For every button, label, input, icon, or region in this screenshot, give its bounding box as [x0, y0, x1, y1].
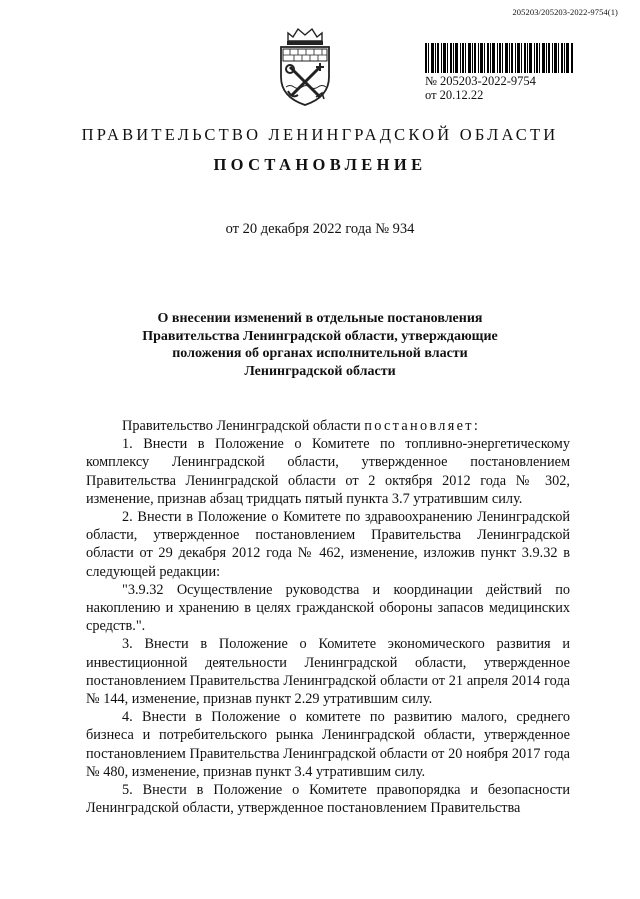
- body-paragraph: 1. Внести в Положение о Комитете по топливно-энергетическому комплексу Ленинградской области, утвержденное постановлением Правительства Ленинградской области от 2 октября 2012 года № 302, изменение, признав абзац тридцать пятый пункта 3.7 утратившим силу.: [86, 436, 570, 507]
- body-paragraph: 2. Внести в Положение о Комитете по здравоохранению Ленинградской области, утвержденное постановлением Правительства Ленинградской области от 29 декабря 2012 года № 462, изменение, изложив пункт 3.9.32 в следующей редакции:: [86, 509, 570, 580]
- registration-block: [425, 43, 575, 102]
- preamble-paragraph: [86, 417, 570, 435]
- subject-line: О внесении изменений в отдельные постановления: [157, 311, 483, 326]
- resolution-verb: постановляет:: [364, 418, 481, 434]
- registration-number: № 205203-2022-9754: [425, 74, 536, 88]
- government-title: ПРАВИТЕЛЬСТВО ЛЕНИНГРАДСКОЙ ОБЛАСТИ: [81, 125, 559, 144]
- body-paragraph: 3. Внести в Положение о Комитете экономического развития и инвестиционной деятельности Ленинградской области, утвержденное постановлением Правительства Ленинградской области от 21 апреля 2014 года № 144, изменение, признав пункт 2.29 утратившим силу.: [86, 636, 570, 708]
- barcode-icon: [425, 43, 573, 73]
- body-paragraph: 4. Внести в Положение о комитете по развитию малого, среднего бизнеса и потребительского рынка Ленинградской области, утвержденное постановлением Правительства Ленинградской области от 20 ноября 2017 года № 480, изменение, признав пункт 3.4 утратившим силу.: [86, 709, 570, 780]
- subject-line: Правительства Ленинградской области, утверждающие: [142, 328, 498, 344]
- registration-date: от 20.12.22: [425, 88, 484, 102]
- body-paragraph: 5. Внести в Положение о Комитете правопорядка и безопасности Ленинградской области, утвержденное постановлением Правительства: [86, 782, 570, 817]
- document-subject: [120, 310, 520, 380]
- coat-of-arms-icon: [276, 25, 334, 107]
- subject-line: положения об органах исполнительной власти: [172, 346, 468, 361]
- subject-line: Ленинградской области: [244, 363, 396, 379]
- document-type: ПОСТАНОВЛЕНИЕ: [213, 155, 427, 174]
- document-date-number: от 20 декабря 2022 года № 934: [225, 221, 415, 237]
- preamble-text: Правительство Ленинградской области: [122, 418, 365, 434]
- quoted-paragraph: "3.9.32 Осуществление руководства и координации действий по накоплению и хранению в целях гражданской обороны запасов медицинских средств.".: [86, 581, 570, 635]
- document-body: [86, 417, 570, 817]
- document-stamp-code: 205203/205203-2022-9754(1): [512, 7, 618, 17]
